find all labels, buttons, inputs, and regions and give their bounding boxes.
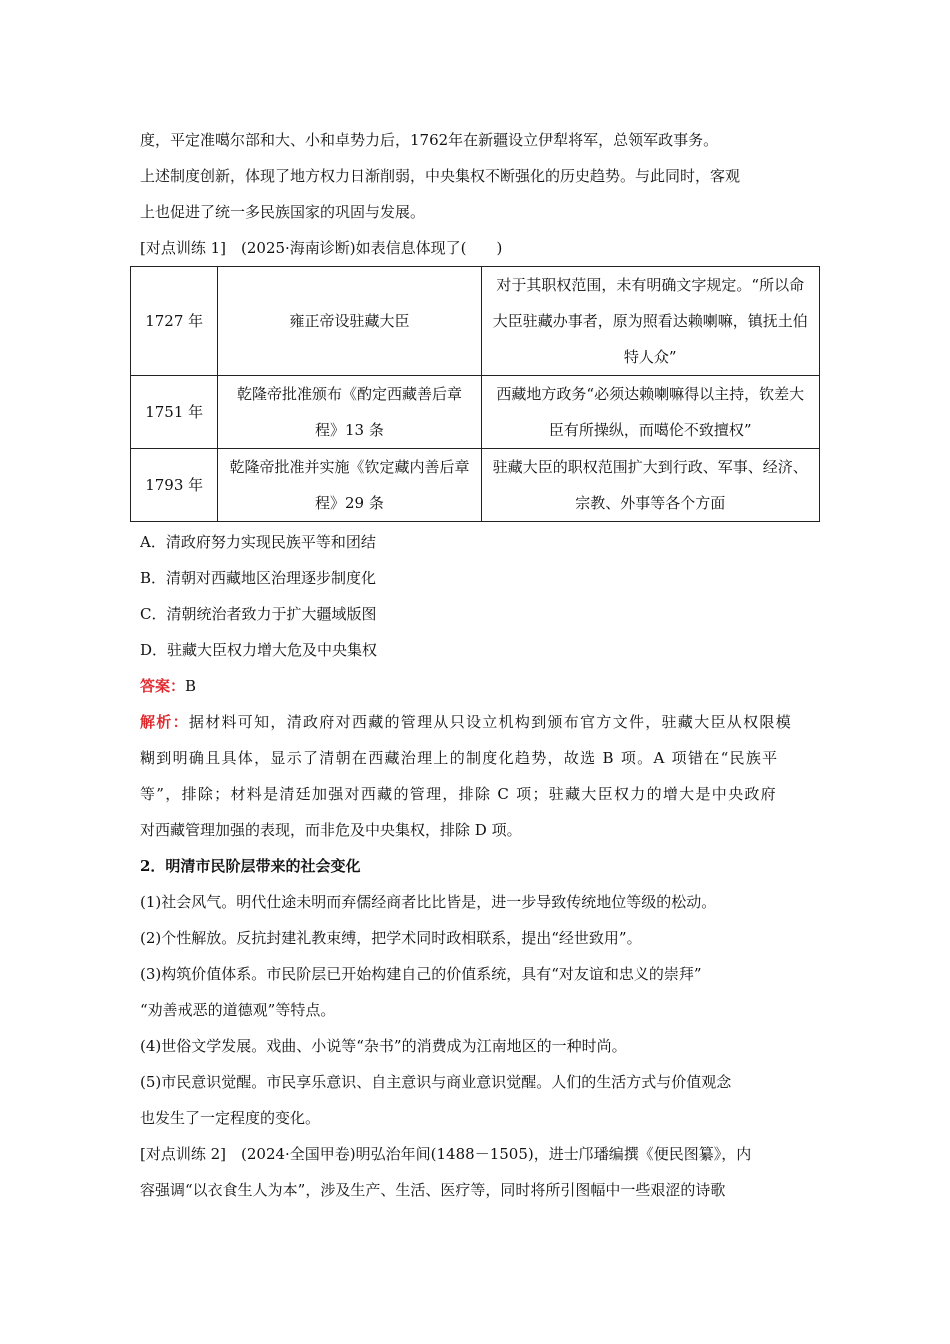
table-row [131,449,820,522]
table-cell-desc: 对于其职权范围，未有明确文字规定。“所以命大臣驻藏办事者，原为照看达赖喇嘛，镇抚土伯特人众” [481,267,819,376]
table-cell-year: 1793 年 [131,449,218,522]
section-2-item-2: (2)个性解放。反抗封建礼教束缚，把学术同时政相联系，提出“经世致用”。 [140,929,642,947]
section-2-item-1: (1)社会风气。明代仕途未明而弃儒经商者比比皆是，进一步导致传统地位等级的松动。 [140,893,717,911]
table-cell-year: 1727 年 [131,267,218,376]
table-cell-event: 乾隆帝批准颁布《酌定西藏善后章程》13 条 [218,376,481,449]
option-b: B．清朝对西藏地区治理逐步制度化 [140,569,377,587]
exercise-1-title: [对点训练 1] (2025·海南诊断)如表信息体现了( ) [140,239,503,257]
table-cell-desc: 西藏地方政务“必须达赖喇嘛得以主持，钦差大臣有所操纵，而噶伦不致擅权” [481,376,819,449]
analysis-line-1 [140,704,820,740]
intro-line-1: 度，平定准噶尔部和大、小和卓势力后，1762年在新疆设立伊犁将军，总领军政事务。 [140,131,719,149]
section-2-item-4: (4)世俗文学发展。戏曲、小说等“杂书”的消费成为江南地区的一种时尚。 [140,1037,627,1055]
table-cell-desc: 驻藏大臣的职权范围扩大到行政、军事、经济、宗教、外事等各个方面 [481,449,819,522]
table-row [131,267,820,376]
section-2-heading: 2．明清市民阶层带来的社会变化 [140,857,361,875]
exercise-2-line-2: 容强调“以衣食生人为本”，涉及生产、生活、医疗等，同时将所引图幅中一些艰涩的诗歌 [140,1181,726,1199]
option-d: D．驻藏大臣权力增大危及中央集权 [140,641,378,659]
section-2-item-3-line-2: “劝善戒恶的道德观”等特点。 [140,1001,336,1019]
intro-line-2: 上述制度创新，体现了地方权力日渐削弱，中央集权不断强化的历史趋势。与此同时，客观 [140,167,741,185]
analysis-line-4: 对西藏管理加强的表现，而非危及中央集权，排除 D 项。 [140,821,522,839]
answer-label: 答案： [140,677,186,695]
option-c: C．清朝统治者致力于扩大疆域版图 [140,605,377,623]
exercise-2-line-1: [对点训练 2] (2024·全国甲卷)明弘治年间(1488－1505)，进士邝璠编撰《便民图纂》，内 [140,1145,752,1163]
history-table [130,266,820,522]
analysis-line-2: 糊到明确且具体，显示了清朝在西藏治理上的制度化趋势，故选 B 项。A 项错在“民族平 [140,749,779,767]
analysis-line-3: 等”，排除；材料是清廷加强对西藏的管理，排除 C 项；驻藏大臣权力的增大是中央政府 [140,785,777,803]
analysis-label: 解析： [140,713,189,731]
table-cell-event: 乾隆帝批准并实施《钦定藏内善后章程》29 条 [218,449,481,522]
document-page [140,122,820,1208]
option-a: A．清政府努力实现民族平等和团结 [140,533,376,551]
intro-line-3: 上也促进了统一多民族国家的巩固与发展。 [140,203,426,221]
section-2-item-5-line-2: 也发生了一定程度的变化。 [140,1109,321,1127]
analysis-text: 据材料可知，清政府对西藏的管理从只设立机构到颁布官方文件，驻藏大臣从权限模 [188,713,793,731]
table-row [131,376,820,449]
answer-value: B [185,677,197,695]
section-2-item-5-line-1: (5)市民意识觉醒。市民享乐意识、自主意识与商业意识觉醒。人们的生活方式与价值观念 [140,1073,732,1091]
table-cell-event: 雍正帝设驻藏大臣 [218,267,481,376]
answer-line [140,668,820,704]
table-cell-year: 1751 年 [131,376,218,449]
section-2-item-3-line-1: (3)构筑价值体系。市民阶层已开始构建自己的价值系统，具有“对友谊和忠义的崇拜” [140,965,702,983]
